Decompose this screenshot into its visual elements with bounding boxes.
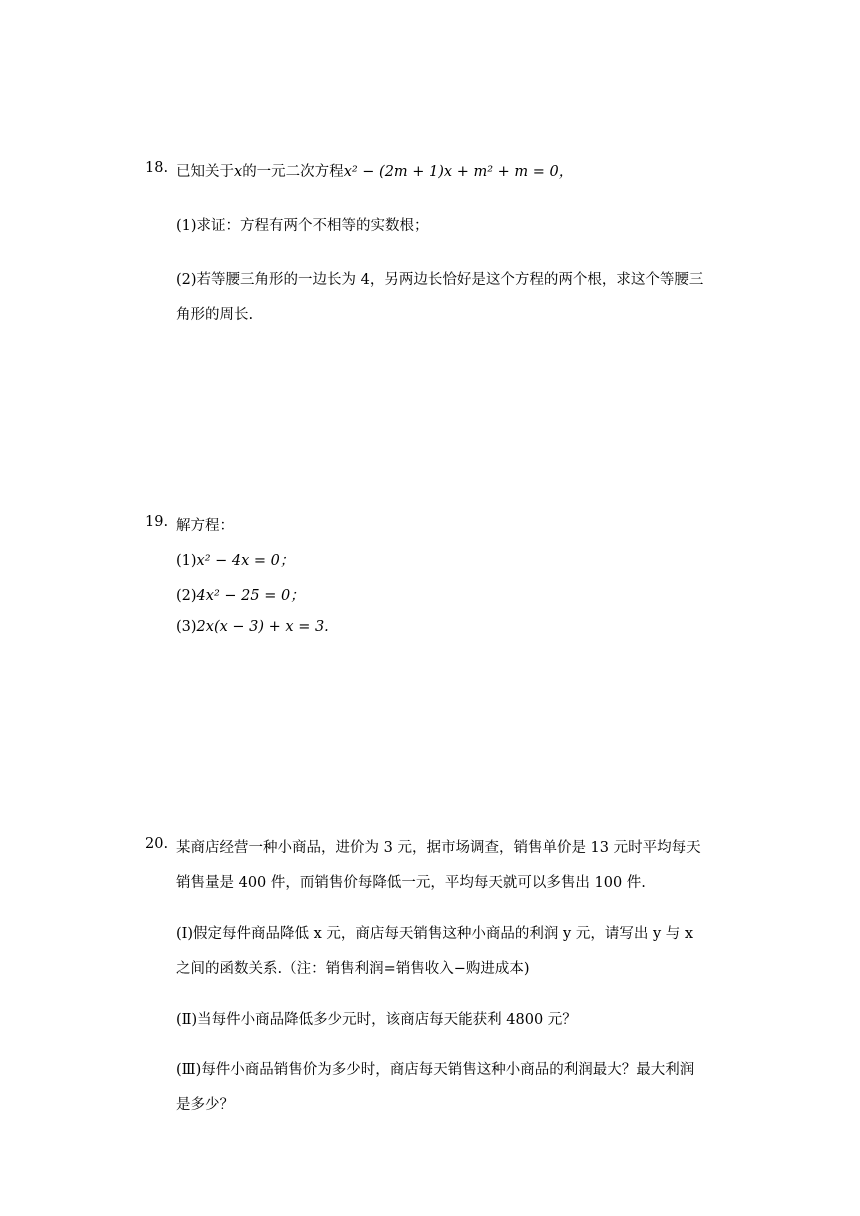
question-part-3: (Ⅲ)每件小商品销售价为多少时，商店每天销售这种小商品的利润最大？最大利润 xyxy=(176,1062,695,1078)
question-part-2-continued: 角形的周长. xyxy=(176,307,254,323)
question-stem xyxy=(176,160,573,181)
equation: 2x(x − 3) + x = 3. xyxy=(196,619,329,635)
equation: x² − 4x = 0； xyxy=(196,553,295,569)
question-number: 20. xyxy=(145,836,169,852)
stem-variable: x xyxy=(234,164,243,180)
question-number: 18. xyxy=(145,160,169,176)
equation: 4x² − 25 = 0； xyxy=(196,588,305,604)
part-label: (3) xyxy=(176,619,197,635)
stem-text: 的一元二次方程 xyxy=(242,164,344,180)
question-part-1 xyxy=(176,549,294,570)
stem-text: 已知关于 xyxy=(176,164,234,180)
part-label: (1) xyxy=(176,553,197,569)
question-stem-continued: 销售量是 400 件，而销售价每降低一元，平均每天就可以多售出 100 件. xyxy=(176,875,646,891)
question-part-2 xyxy=(176,584,305,605)
question-part-3 xyxy=(176,619,329,635)
question-part-2: (2)若等腰三角形的一边长为 4，另两边长恰好是这个方程的两个根，求这个等腰三 xyxy=(176,272,704,288)
question-part-2: (Ⅱ)当每件小商品降低多少元时，该商店每天能获利 4800 元？ xyxy=(176,1012,577,1028)
question-stem: 解方程： xyxy=(176,518,234,534)
part-label: (2) xyxy=(176,588,197,604)
equation: x² − (2m + 1)x + m² + m = 0， xyxy=(343,164,574,180)
question-part-1: (Ⅰ)假定每件商品降低 x 元，商店每天销售这种小商品的利润 y 元，请写出 y 与 x xyxy=(176,926,694,942)
question-number: 19. xyxy=(145,514,169,530)
question-part-1-continued: 之间的函数关系.（注：销售利润=销售收入−购进成本) xyxy=(176,961,530,977)
question-part-3-continued: 是多少？ xyxy=(176,1097,234,1113)
question-stem: 某商店经营一种小商品，进价为 3 元，据市场调查，销售单价是 13 元时平均每天 xyxy=(176,840,701,856)
question-part-1: (1)求证：方程有两个不相等的实数根； xyxy=(176,218,429,234)
